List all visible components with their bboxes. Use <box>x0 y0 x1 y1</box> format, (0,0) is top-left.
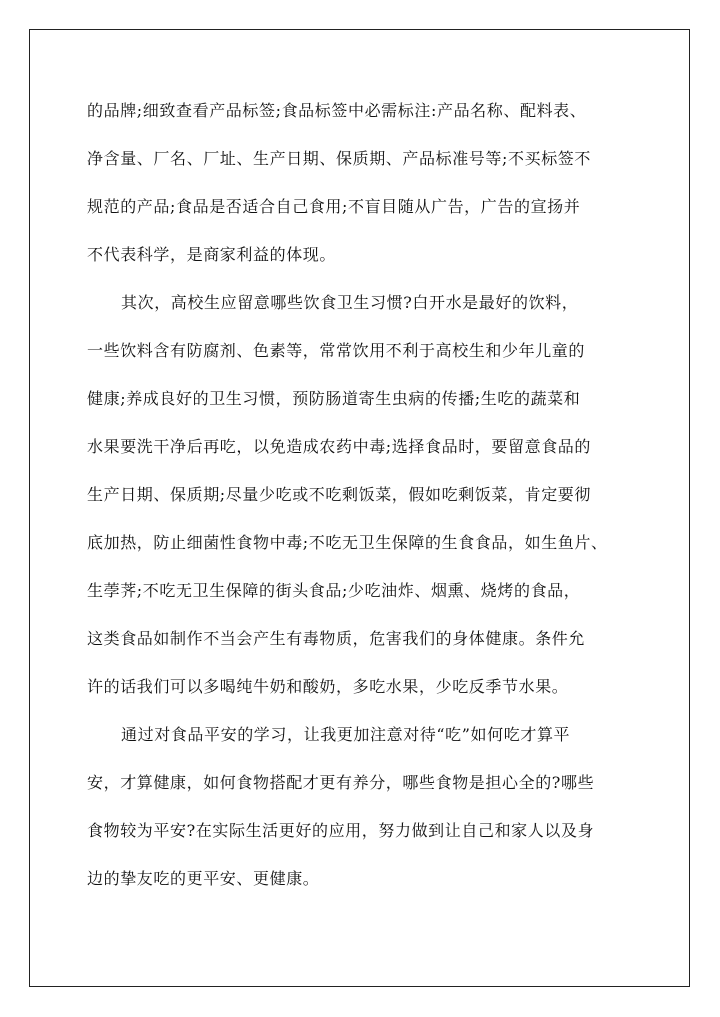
text-line: 生产日期、保质期;尽量少吃或不吃剩饭菜，假如吃剩饭菜，肯定要彻 <box>87 485 591 504</box>
text-line: 的品牌;细致查看产品标签;食品标签中必需标注:产品名称、配料表、 <box>87 101 587 120</box>
paragraph-1 <box>87 91 633 283</box>
text-line: 净含量、厂名、厂址、生产日期、保质期、产品标准号等;不买标签不 <box>87 149 591 168</box>
text-line: 其次，高校生应留意哪些饮食卫生习惯?白开水是最好的饮料， <box>121 293 579 312</box>
text-line: 健康;养成良好的卫生习惯，预防肠道寄生虫病的传播;生吃的蔬菜和 <box>87 389 581 408</box>
text-line: 一些饮料含有防腐剂、色素等，常常饮用不利于高校生和少年儿童的 <box>87 341 586 360</box>
text-line: 水果要洗干净后再吃，以免造成农药中毒;选择食品时，要留意食品的 <box>87 437 591 456</box>
text-line: 不代表科学，是商家利益的体现。 <box>87 245 337 264</box>
paragraph-2 <box>87 283 633 715</box>
text-line: 安，才算健康，如何食物搭配才更有养分，哪些食物是担心全的?哪些 <box>87 773 595 792</box>
text-line: 底加热，防止细菌性食物中毒;不吃无卫生保障的生食食品，如生鱼片、 <box>87 533 608 552</box>
text-line: 规范的产品;食品是否适合自己食用;不盲目随从广告，广告的宣扬并 <box>87 197 581 216</box>
text-line: 生荸荠;不吃无卫生保障的街头食品;少吃油炸、烟熏、烧烤的食品， <box>87 581 581 600</box>
text-line: 这类食品如制作不当会产生有毒物质，危害我们的身体健康。条件允 <box>87 629 586 648</box>
paragraph-3 <box>87 715 633 907</box>
document-body <box>87 91 633 907</box>
text-line: 边的挚友吃的更平安、更健康。 <box>87 869 320 888</box>
text-line: 通过对食品平安的学习，让我更加注意对待“吃”如何吃才算平 <box>121 725 571 744</box>
text-line: 食物较为平安?在实际生活更好的应用，努力做到让自己和家人以及身 <box>87 821 595 840</box>
text-line: 许的话我们可以多喝纯牛奶和酸奶，多吃水果，少吃反季节水果。 <box>87 677 569 696</box>
